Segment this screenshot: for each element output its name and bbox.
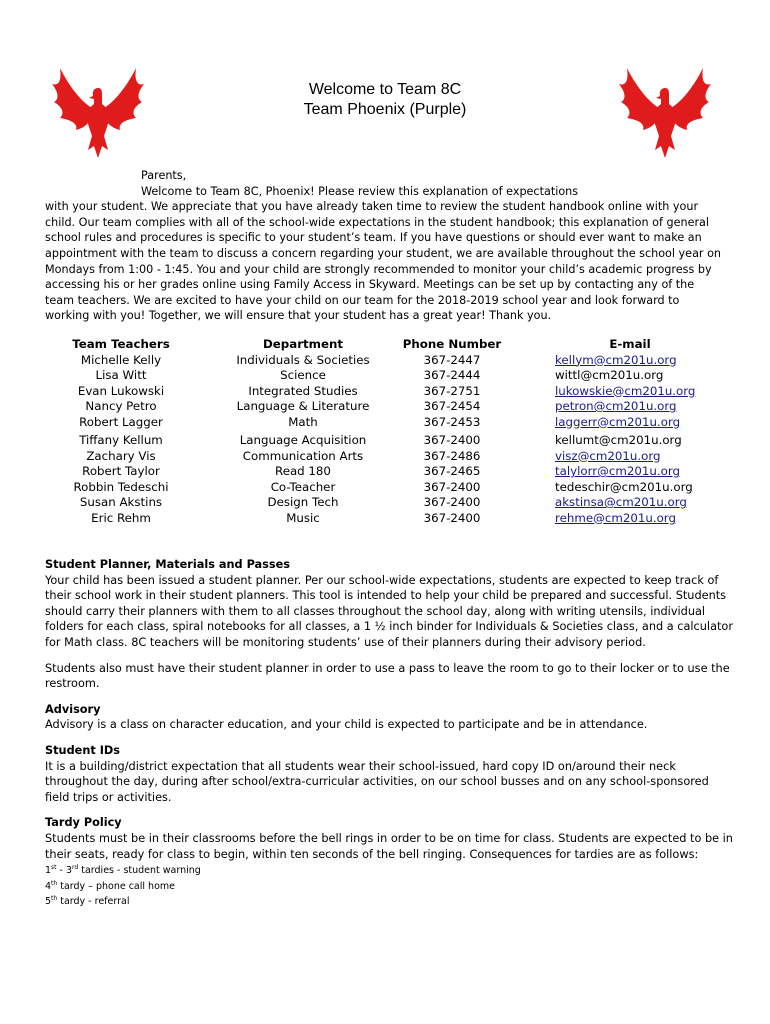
teacher-email-link[interactable]: laggerr@cm201u.org <box>555 414 681 429</box>
table-row <box>45 384 725 400</box>
teacher-name: Evan Lukowski <box>77 383 165 398</box>
staff-table <box>45 337 725 526</box>
section-heading: Student Planner, Materials and Passes <box>45 558 291 571</box>
teacher-phone: 367-2465 <box>423 464 481 478</box>
teacher-name: Tiffany Kellum <box>79 433 163 447</box>
teacher-dept: Individuals & Societies <box>236 352 370 367</box>
teacher-phone: 367-2400 <box>423 433 481 447</box>
teacher-name: Lisa Witt <box>95 368 147 382</box>
teacher-email-link[interactable]: rehme@cm201u.org <box>555 510 676 525</box>
table-row <box>45 399 725 415</box>
teacher-dept: Design Tech <box>267 495 339 509</box>
advisory-section <box>45 702 735 733</box>
teacher-dept: Co-Teacher <box>270 479 336 494</box>
teacher-email: kellumt@cm201u.org <box>555 433 682 447</box>
salutation: Parents, <box>141 169 187 182</box>
teacher-phone: 367-2454 <box>423 399 481 413</box>
section-body: Students also must have their student planner in order to use a pass to leave the room to go to their locker or to use the restroom. <box>45 661 730 691</box>
title-block <box>0 80 770 120</box>
header-email: E-mail <box>609 337 651 351</box>
teacher-email-link[interactable]: lukowskie@cm201u.org <box>555 383 696 398</box>
teacher-dept: Read 180 <box>275 464 331 478</box>
table-row <box>45 495 725 511</box>
student-ids-section <box>45 743 735 805</box>
table-row <box>45 449 725 465</box>
table-row <box>45 464 725 480</box>
teacher-dept: Communication Arts <box>242 448 364 463</box>
teacher-phone: 367-2447 <box>423 352 481 367</box>
planner-pass-section <box>45 661 735 692</box>
table-row <box>45 415 725 431</box>
teacher-dept: Language Acquisition <box>239 433 367 447</box>
teacher-name: Robert Taylor <box>82 464 160 478</box>
header-teachers: Team Teachers <box>72 337 170 351</box>
teacher-name: Susan Akstins <box>79 495 163 509</box>
page-subtitle: Team Phoenix (Purple) <box>303 101 467 118</box>
teacher-name: Robert Lagger <box>79 414 163 429</box>
teacher-name: Michelle Kelly <box>80 352 162 367</box>
list-item: 1st - 3rd tardies - student warning <box>45 864 201 877</box>
section-body: It is a building/district expectation that all students wear their school-issued, hard copy ID on/around their neck throughout the day, during after school/extra-curricular activities, on our school busses and on any school-sponsored field trips or activities. <box>45 759 709 804</box>
teacher-dept: Science <box>280 368 326 382</box>
teacher-name: Robbin Tedeschi <box>73 479 169 494</box>
table-row <box>45 353 725 369</box>
tardy-section <box>45 815 735 909</box>
letter-first-line: Welcome to Team 8C, Phoenix! Please review this explanation of expectations <box>141 184 579 198</box>
teacher-email-link[interactable]: petron@cm201u.org <box>555 399 677 413</box>
teacher-phone: 367-2400 <box>423 510 481 525</box>
teacher-phone: 367-2400 <box>423 479 481 494</box>
letter-body: with your student. We appreciate that you have already taken time to review the student handbook online with your child. Our team complies with all of the school-wide expectations in the student handbook; this explanation of general school rules and procedures is specific to your student’s team. If you have questions or should ever want to make an appointment with the team to discuss a concern regarding your student, we are available throughout the school year on Mondays from 1:00 - 1:45. You and your child are strongly recommended to monitor your child’s academic progress by accessing his or her grades online using Family Access in Skyward. Meetings can be set up by contacting any of the team teachers. We are excited to have your child on our team for the 2018-2019 school year and look forward to working with you! Together, we will ensure that your student has a great year! Thank you. <box>45 200 722 323</box>
teacher-email-link[interactable]: visz@cm201u.org <box>555 448 661 463</box>
section-body: Advisory is a class on character education, and your child is expected to participate and be in attendance. <box>45 718 648 732</box>
section-heading: Student IDs <box>45 743 121 757</box>
teacher-dept: Integrated Studies <box>248 383 358 398</box>
section-body: Your child has been issued a student planner. Per our school-wide expectations, students are expected to keep track of their school work in their student planners. This tool is intended to help your child be prepared and successful. Students should carry their planners with them to all classes throughout the school day, along with writing utensils, individual folders for each class, spiral notebooks for all classes, a 1 ½ inch binder for Individuals & Societies class, and a calculator for Math class. 8C teachers will be monitoring students’ use of their planners during their advisory period. <box>45 573 733 649</box>
teacher-email-link[interactable]: akstinsa@cm201u.org <box>555 495 687 509</box>
teacher-phone: 367-2751 <box>423 383 481 398</box>
teacher-phone: 367-2400 <box>423 495 481 509</box>
planner-section <box>45 557 735 651</box>
welcome-letter <box>45 168 725 324</box>
staff-header-row <box>45 337 725 353</box>
teacher-email-link[interactable]: kellym@cm201u.org <box>555 352 677 367</box>
teacher-phone: 367-2444 <box>423 368 481 382</box>
teacher-dept: Music <box>286 510 320 525</box>
section-body: Students must be in their classrooms before the bell rings in order to be on time for class. Students are expected to be in their seats, ready for class to begin, within ten seconds of the bell ringing. Consequences for tardies are as follows: <box>45 831 733 861</box>
policy-sections <box>45 557 735 919</box>
header-phone: Phone Number <box>402 337 502 351</box>
tardy-list <box>45 862 735 909</box>
table-row <box>45 511 725 527</box>
teacher-email: wittl@cm201u.org <box>555 368 664 382</box>
teacher-email: tedeschir@cm201u.org <box>555 479 693 494</box>
section-heading: Tardy Policy <box>45 816 122 830</box>
teacher-phone: 367-2486 <box>423 448 481 463</box>
table-row <box>45 480 725 496</box>
teacher-name: Nancy Petro <box>85 399 157 413</box>
list-item: 4th tardy – phone call home <box>45 879 175 892</box>
teacher-name: Zachary Vis <box>86 448 156 463</box>
section-heading: Advisory <box>45 702 101 716</box>
teacher-name: Eric Rehm <box>91 510 151 525</box>
teacher-email-link[interactable]: talylorr@cm201u.org <box>555 464 680 478</box>
header-department: Department <box>263 337 343 351</box>
teacher-dept: Language & Literature <box>236 399 370 413</box>
page-title: Welcome to Team 8C <box>308 81 462 98</box>
list-item: 5th tardy - referral <box>45 895 130 908</box>
teacher-phone: 367-2453 <box>423 414 481 429</box>
table-row <box>45 433 725 449</box>
teacher-dept: Math <box>288 414 318 429</box>
table-row <box>45 368 725 384</box>
